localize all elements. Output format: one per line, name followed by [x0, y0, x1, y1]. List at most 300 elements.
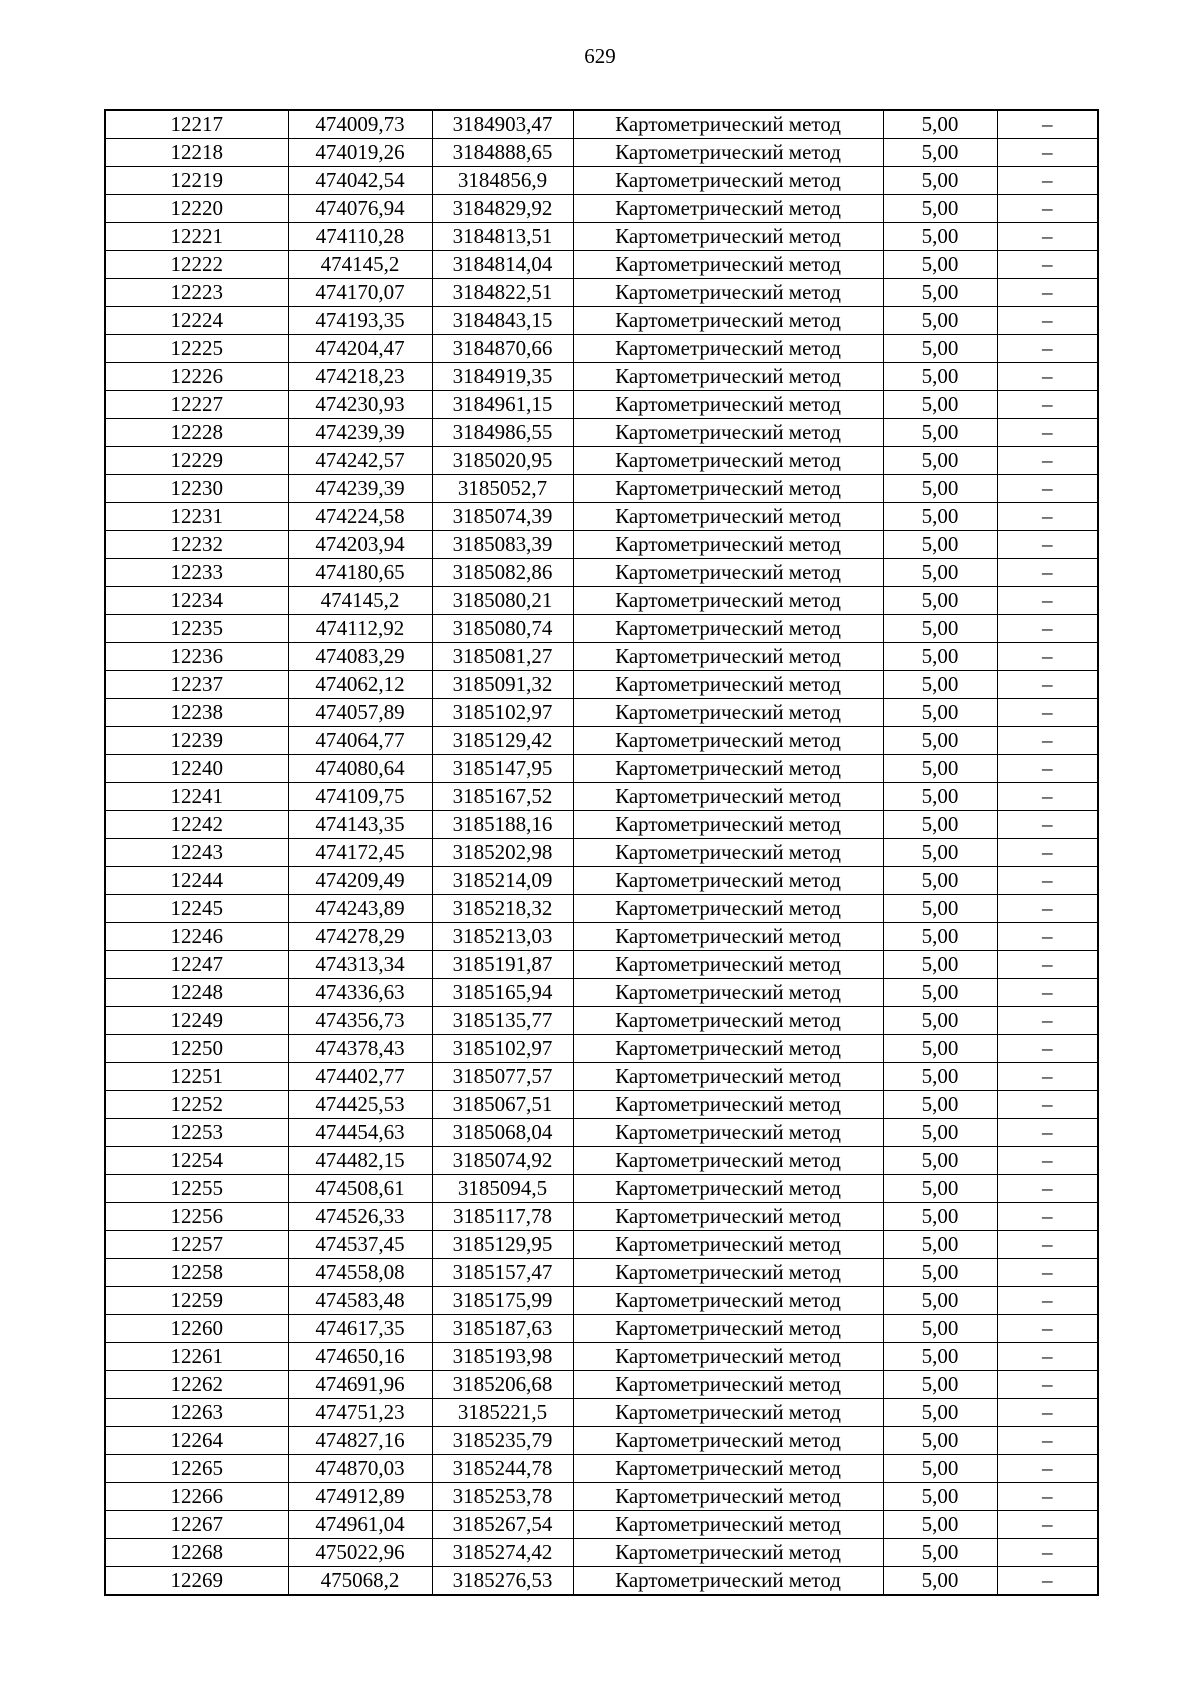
y-coordinate-cell: 3184903,47 — [432, 110, 573, 139]
error-cell: 5,00 — [883, 699, 997, 727]
dash-cell: – — [997, 1315, 1098, 1343]
method-cell: Картометрический метод — [573, 811, 883, 839]
method-cell: Картометрический метод — [573, 923, 883, 951]
dash-cell: – — [997, 307, 1098, 335]
x-coordinate-cell: 474230,93 — [288, 391, 432, 419]
method-cell: Картометрический метод — [573, 1567, 883, 1596]
dash-cell: – — [997, 139, 1098, 167]
table-row — [105, 1315, 1098, 1343]
table-row — [105, 110, 1098, 139]
y-coordinate-cell: 3185167,52 — [432, 783, 573, 811]
y-coordinate-cell: 3185067,51 — [432, 1091, 573, 1119]
y-coordinate-cell: 3185083,39 — [432, 531, 573, 559]
point-number-cell: 12238 — [105, 699, 288, 727]
x-coordinate-cell: 474583,48 — [288, 1287, 432, 1315]
x-coordinate-cell: 474019,26 — [288, 139, 432, 167]
method-cell: Картометрический метод — [573, 979, 883, 1007]
error-cell: 5,00 — [883, 1091, 997, 1119]
error-cell: 5,00 — [883, 1539, 997, 1567]
dash-cell: – — [997, 1399, 1098, 1427]
y-coordinate-cell: 3184829,92 — [432, 195, 573, 223]
y-coordinate-cell: 3185074,39 — [432, 503, 573, 531]
table-row — [105, 559, 1098, 587]
method-cell: Картометрический метод — [573, 335, 883, 363]
dash-cell: – — [997, 1539, 1098, 1567]
y-coordinate-cell: 3185091,32 — [432, 671, 573, 699]
x-coordinate-cell: 474170,07 — [288, 279, 432, 307]
coordinates-table-body — [105, 110, 1098, 1595]
table-row — [105, 279, 1098, 307]
error-cell: 5,00 — [883, 1035, 997, 1063]
x-coordinate-cell: 474080,64 — [288, 755, 432, 783]
y-coordinate-cell: 3185202,98 — [432, 839, 573, 867]
dash-cell: – — [997, 1175, 1098, 1203]
y-coordinate-cell: 3185218,32 — [432, 895, 573, 923]
point-number-cell: 12231 — [105, 503, 288, 531]
method-cell: Картометрический метод — [573, 419, 883, 447]
method-cell: Картометрический метод — [573, 1175, 883, 1203]
dash-cell: – — [997, 1231, 1098, 1259]
point-number-cell: 12228 — [105, 419, 288, 447]
error-cell: 5,00 — [883, 1259, 997, 1287]
point-number-cell: 12254 — [105, 1147, 288, 1175]
method-cell: Картометрический метод — [573, 615, 883, 643]
method-cell: Картометрический метод — [573, 1091, 883, 1119]
x-coordinate-cell: 474145,2 — [288, 587, 432, 615]
x-coordinate-cell: 474402,77 — [288, 1063, 432, 1091]
dash-cell: – — [997, 1007, 1098, 1035]
table-row — [105, 1343, 1098, 1371]
table-row — [105, 783, 1098, 811]
dash-cell: – — [997, 1119, 1098, 1147]
method-cell: Картометрический метод — [573, 839, 883, 867]
y-coordinate-cell: 3184888,65 — [432, 139, 573, 167]
dash-cell: – — [997, 1511, 1098, 1539]
table-row — [105, 671, 1098, 699]
x-coordinate-cell: 474009,73 — [288, 110, 432, 139]
dash-cell: – — [997, 1567, 1098, 1596]
x-coordinate-cell: 474193,35 — [288, 307, 432, 335]
method-cell: Картометрический метод — [573, 1231, 883, 1259]
error-cell: 5,00 — [883, 1427, 997, 1455]
x-coordinate-cell: 474827,16 — [288, 1427, 432, 1455]
dash-cell: – — [997, 587, 1098, 615]
dash-cell: – — [997, 110, 1098, 139]
error-cell: 5,00 — [883, 755, 997, 783]
dash-cell: – — [997, 223, 1098, 251]
x-coordinate-cell: 474109,75 — [288, 783, 432, 811]
y-coordinate-cell: 3185129,42 — [432, 727, 573, 755]
x-coordinate-cell: 474172,45 — [288, 839, 432, 867]
x-coordinate-cell: 474912,89 — [288, 1483, 432, 1511]
method-cell: Картометрический метод — [573, 1371, 883, 1399]
y-coordinate-cell: 3185102,97 — [432, 699, 573, 727]
method-cell: Картометрический метод — [573, 1063, 883, 1091]
error-cell: 5,00 — [883, 1483, 997, 1511]
x-coordinate-cell: 474209,49 — [288, 867, 432, 895]
point-number-cell: 12251 — [105, 1063, 288, 1091]
point-number-cell: 12233 — [105, 559, 288, 587]
y-coordinate-cell: 3185274,42 — [432, 1539, 573, 1567]
error-cell: 5,00 — [883, 1455, 997, 1483]
y-coordinate-cell: 3185165,94 — [432, 979, 573, 1007]
y-coordinate-cell: 3185188,16 — [432, 811, 573, 839]
y-coordinate-cell: 3185191,87 — [432, 951, 573, 979]
point-number-cell: 12245 — [105, 895, 288, 923]
point-number-cell: 12255 — [105, 1175, 288, 1203]
x-coordinate-cell: 474650,16 — [288, 1343, 432, 1371]
dash-cell: – — [997, 559, 1098, 587]
y-coordinate-cell: 3185102,97 — [432, 1035, 573, 1063]
dash-cell: – — [997, 839, 1098, 867]
table-row — [105, 727, 1098, 755]
point-number-cell: 12267 — [105, 1511, 288, 1539]
table-row — [105, 503, 1098, 531]
point-number-cell: 12260 — [105, 1315, 288, 1343]
table-row — [105, 1427, 1098, 1455]
y-coordinate-cell: 3185077,57 — [432, 1063, 573, 1091]
error-cell: 5,00 — [883, 895, 997, 923]
table-row — [105, 643, 1098, 671]
dash-cell: – — [997, 727, 1098, 755]
point-number-cell: 12246 — [105, 923, 288, 951]
method-cell: Картометрический метод — [573, 1427, 883, 1455]
x-coordinate-cell: 474508,61 — [288, 1175, 432, 1203]
method-cell: Картометрический метод — [573, 783, 883, 811]
dash-cell: – — [997, 867, 1098, 895]
table-row — [105, 839, 1098, 867]
y-coordinate-cell: 3185080,21 — [432, 587, 573, 615]
y-coordinate-cell: 3185213,03 — [432, 923, 573, 951]
point-number-cell: 12221 — [105, 223, 288, 251]
method-cell: Картометрический метод — [573, 1539, 883, 1567]
dash-cell: – — [997, 951, 1098, 979]
y-coordinate-cell: 3185074,92 — [432, 1147, 573, 1175]
table-row — [105, 1399, 1098, 1427]
y-coordinate-cell: 3185157,47 — [432, 1259, 573, 1287]
dash-cell: – — [997, 1483, 1098, 1511]
y-coordinate-cell: 3185068,04 — [432, 1119, 573, 1147]
y-coordinate-cell: 3185052,7 — [432, 475, 573, 503]
method-cell: Картометрический метод — [573, 895, 883, 923]
point-number-cell: 12262 — [105, 1371, 288, 1399]
x-coordinate-cell: 474062,12 — [288, 671, 432, 699]
dash-cell: – — [997, 979, 1098, 1007]
table-row — [105, 1007, 1098, 1035]
x-coordinate-cell: 474454,63 — [288, 1119, 432, 1147]
error-cell: 5,00 — [883, 1399, 997, 1427]
y-coordinate-cell: 3184919,35 — [432, 363, 573, 391]
point-number-cell: 12250 — [105, 1035, 288, 1063]
error-cell: 5,00 — [883, 1147, 997, 1175]
table-row — [105, 223, 1098, 251]
dash-cell: – — [997, 503, 1098, 531]
dash-cell: – — [997, 1259, 1098, 1287]
y-coordinate-cell: 3184870,66 — [432, 335, 573, 363]
point-number-cell: 12230 — [105, 475, 288, 503]
method-cell: Картометрический метод — [573, 195, 883, 223]
x-coordinate-cell: 474112,92 — [288, 615, 432, 643]
x-coordinate-cell: 474083,29 — [288, 643, 432, 671]
x-coordinate-cell: 474378,43 — [288, 1035, 432, 1063]
method-cell: Картометрический метод — [573, 1119, 883, 1147]
error-cell: 5,00 — [883, 391, 997, 419]
x-coordinate-cell: 474356,73 — [288, 1007, 432, 1035]
dash-cell: – — [997, 615, 1098, 643]
dash-cell: – — [997, 643, 1098, 671]
error-cell: 5,00 — [883, 503, 997, 531]
point-number-cell: 12247 — [105, 951, 288, 979]
point-number-cell: 12223 — [105, 279, 288, 307]
method-cell: Картометрический метод — [573, 139, 883, 167]
point-number-cell: 12226 — [105, 363, 288, 391]
point-number-cell: 12248 — [105, 979, 288, 1007]
method-cell: Картометрический метод — [573, 587, 883, 615]
x-coordinate-cell: 474617,35 — [288, 1315, 432, 1343]
method-cell: Картометрический метод — [573, 1315, 883, 1343]
x-coordinate-cell: 474482,15 — [288, 1147, 432, 1175]
point-number-cell: 12244 — [105, 867, 288, 895]
y-coordinate-cell: 3185187,63 — [432, 1315, 573, 1343]
error-cell: 5,00 — [883, 867, 997, 895]
point-number-cell: 12249 — [105, 1007, 288, 1035]
y-coordinate-cell: 3184961,15 — [432, 391, 573, 419]
point-number-cell: 12227 — [105, 391, 288, 419]
point-number-cell: 12225 — [105, 335, 288, 363]
point-number-cell: 12268 — [105, 1539, 288, 1567]
point-number-cell: 12261 — [105, 1343, 288, 1371]
method-cell: Картометрический метод — [573, 447, 883, 475]
point-number-cell: 12239 — [105, 727, 288, 755]
error-cell: 5,00 — [883, 811, 997, 839]
error-cell: 5,00 — [883, 251, 997, 279]
error-cell: 5,00 — [883, 1231, 997, 1259]
y-coordinate-cell: 3184822,51 — [432, 279, 573, 307]
x-coordinate-cell: 474224,58 — [288, 503, 432, 531]
x-coordinate-cell: 474076,94 — [288, 195, 432, 223]
method-cell: Картометрический метод — [573, 727, 883, 755]
method-cell: Картометрический метод — [573, 1007, 883, 1035]
x-coordinate-cell: 474870,03 — [288, 1455, 432, 1483]
dash-cell: – — [997, 531, 1098, 559]
point-number-cell: 12235 — [105, 615, 288, 643]
x-coordinate-cell: 474057,89 — [288, 699, 432, 727]
table-row — [105, 811, 1098, 839]
error-cell: 5,00 — [883, 951, 997, 979]
y-coordinate-cell: 3184986,55 — [432, 419, 573, 447]
error-cell: 5,00 — [883, 1287, 997, 1315]
point-number-cell: 12240 — [105, 755, 288, 783]
table-row — [105, 979, 1098, 1007]
error-cell: 5,00 — [883, 923, 997, 951]
point-number-cell: 12252 — [105, 1091, 288, 1119]
y-coordinate-cell: 3185175,99 — [432, 1287, 573, 1315]
y-coordinate-cell: 3185020,95 — [432, 447, 573, 475]
table-row — [105, 531, 1098, 559]
dash-cell: – — [997, 1063, 1098, 1091]
method-cell: Картометрический метод — [573, 1483, 883, 1511]
method-cell: Картометрический метод — [573, 503, 883, 531]
error-cell: 5,00 — [883, 475, 997, 503]
error-cell: 5,00 — [883, 307, 997, 335]
point-number-cell: 12224 — [105, 307, 288, 335]
dash-cell: – — [997, 671, 1098, 699]
y-coordinate-cell: 3185244,78 — [432, 1455, 573, 1483]
y-coordinate-cell: 3185267,54 — [432, 1511, 573, 1539]
x-coordinate-cell: 474239,39 — [288, 475, 432, 503]
y-coordinate-cell: 3185276,53 — [432, 1567, 573, 1596]
point-number-cell: 12217 — [105, 110, 288, 139]
dash-cell: – — [997, 923, 1098, 951]
error-cell: 5,00 — [883, 335, 997, 363]
y-coordinate-cell: 3185147,95 — [432, 755, 573, 783]
table-row — [105, 587, 1098, 615]
error-cell: 5,00 — [883, 979, 997, 1007]
y-coordinate-cell: 3184843,15 — [432, 307, 573, 335]
error-cell: 5,00 — [883, 1511, 997, 1539]
point-number-cell: 12236 — [105, 643, 288, 671]
method-cell: Картометрический метод — [573, 1399, 883, 1427]
error-cell: 5,00 — [883, 727, 997, 755]
point-number-cell: 12266 — [105, 1483, 288, 1511]
dash-cell: – — [997, 895, 1098, 923]
method-cell: Картометрический метод — [573, 307, 883, 335]
y-coordinate-cell: 3185206,68 — [432, 1371, 573, 1399]
error-cell: 5,00 — [883, 1315, 997, 1343]
dash-cell: – — [997, 755, 1098, 783]
table-row — [105, 1567, 1098, 1596]
x-coordinate-cell: 474336,63 — [288, 979, 432, 1007]
error-cell: 5,00 — [883, 587, 997, 615]
method-cell: Картометрический метод — [573, 671, 883, 699]
dash-cell: – — [997, 699, 1098, 727]
point-number-cell: 12242 — [105, 811, 288, 839]
table-row — [105, 1483, 1098, 1511]
point-number-cell: 12257 — [105, 1231, 288, 1259]
table-row — [105, 1287, 1098, 1315]
point-number-cell: 12253 — [105, 1119, 288, 1147]
method-cell: Картометрический метод — [573, 1455, 883, 1483]
y-coordinate-cell: 3185129,95 — [432, 1231, 573, 1259]
y-coordinate-cell: 3185094,5 — [432, 1175, 573, 1203]
error-cell: 5,00 — [883, 139, 997, 167]
x-coordinate-cell: 475022,96 — [288, 1539, 432, 1567]
error-cell: 5,00 — [883, 615, 997, 643]
method-cell: Картометрический метод — [573, 363, 883, 391]
y-coordinate-cell: 3184813,51 — [432, 223, 573, 251]
dash-cell: – — [997, 1343, 1098, 1371]
method-cell: Картометрический метод — [573, 110, 883, 139]
error-cell: 5,00 — [883, 559, 997, 587]
dash-cell: – — [997, 251, 1098, 279]
method-cell: Картометрический метод — [573, 867, 883, 895]
point-number-cell: 12241 — [105, 783, 288, 811]
dash-cell: – — [997, 1455, 1098, 1483]
dash-cell: – — [997, 1147, 1098, 1175]
y-coordinate-cell: 3185221,5 — [432, 1399, 573, 1427]
x-coordinate-cell: 474243,89 — [288, 895, 432, 923]
method-cell: Картометрический метод — [573, 1343, 883, 1371]
x-coordinate-cell: 474537,45 — [288, 1231, 432, 1259]
table-row — [105, 1371, 1098, 1399]
dash-cell: – — [997, 1287, 1098, 1315]
error-cell: 5,00 — [883, 1175, 997, 1203]
page-number: 629 — [584, 44, 616, 68]
coordinates-table — [104, 109, 1099, 1596]
dash-cell: – — [997, 1427, 1098, 1455]
point-number-cell: 12234 — [105, 587, 288, 615]
table-row — [105, 1091, 1098, 1119]
x-coordinate-cell: 474218,23 — [288, 363, 432, 391]
table-row — [105, 1539, 1098, 1567]
table-row — [105, 755, 1098, 783]
table-row — [105, 867, 1098, 895]
method-cell: Картометрический метод — [573, 391, 883, 419]
y-coordinate-cell: 3185081,27 — [432, 643, 573, 671]
x-coordinate-cell: 474558,08 — [288, 1259, 432, 1287]
method-cell: Картометрический метод — [573, 643, 883, 671]
x-coordinate-cell: 474203,94 — [288, 531, 432, 559]
error-cell: 5,00 — [883, 1007, 997, 1035]
x-coordinate-cell: 474064,77 — [288, 727, 432, 755]
method-cell: Картометрический метод — [573, 167, 883, 195]
y-coordinate-cell: 3184814,04 — [432, 251, 573, 279]
y-coordinate-cell: 3184856,9 — [432, 167, 573, 195]
table-row — [105, 251, 1098, 279]
point-number-cell: 12264 — [105, 1427, 288, 1455]
dash-cell: – — [997, 811, 1098, 839]
method-cell: Картометрический метод — [573, 251, 883, 279]
dash-cell: – — [997, 167, 1098, 195]
y-coordinate-cell: 3185117,78 — [432, 1203, 573, 1231]
error-cell: 5,00 — [883, 1063, 997, 1091]
point-number-cell: 12269 — [105, 1567, 288, 1596]
x-coordinate-cell: 474278,29 — [288, 923, 432, 951]
y-coordinate-cell: 3185193,98 — [432, 1343, 573, 1371]
dash-cell: – — [997, 335, 1098, 363]
error-cell: 5,00 — [883, 419, 997, 447]
method-cell: Картометрический метод — [573, 1287, 883, 1315]
point-number-cell: 12219 — [105, 167, 288, 195]
error-cell: 5,00 — [883, 531, 997, 559]
point-number-cell: 12237 — [105, 671, 288, 699]
table-row — [105, 1063, 1098, 1091]
table-row — [105, 391, 1098, 419]
dash-cell: – — [997, 783, 1098, 811]
point-number-cell: 12232 — [105, 531, 288, 559]
error-cell: 5,00 — [883, 1119, 997, 1147]
method-cell: Картометрический метод — [573, 699, 883, 727]
table-row — [105, 1455, 1098, 1483]
y-coordinate-cell: 3185214,09 — [432, 867, 573, 895]
point-number-cell: 12256 — [105, 1203, 288, 1231]
point-number-cell: 12263 — [105, 1399, 288, 1427]
y-coordinate-cell: 3185235,79 — [432, 1427, 573, 1455]
dash-cell: – — [997, 1091, 1098, 1119]
point-number-cell: 12222 — [105, 251, 288, 279]
error-cell: 5,00 — [883, 447, 997, 475]
table-row — [105, 1119, 1098, 1147]
table-row — [105, 699, 1098, 727]
table-row — [105, 363, 1098, 391]
dash-cell: – — [997, 475, 1098, 503]
method-cell: Картометрический метод — [573, 1035, 883, 1063]
dash-cell: – — [997, 279, 1098, 307]
table-row — [105, 951, 1098, 979]
dash-cell: – — [997, 391, 1098, 419]
point-number-cell: 12243 — [105, 839, 288, 867]
x-coordinate-cell: 474145,2 — [288, 251, 432, 279]
